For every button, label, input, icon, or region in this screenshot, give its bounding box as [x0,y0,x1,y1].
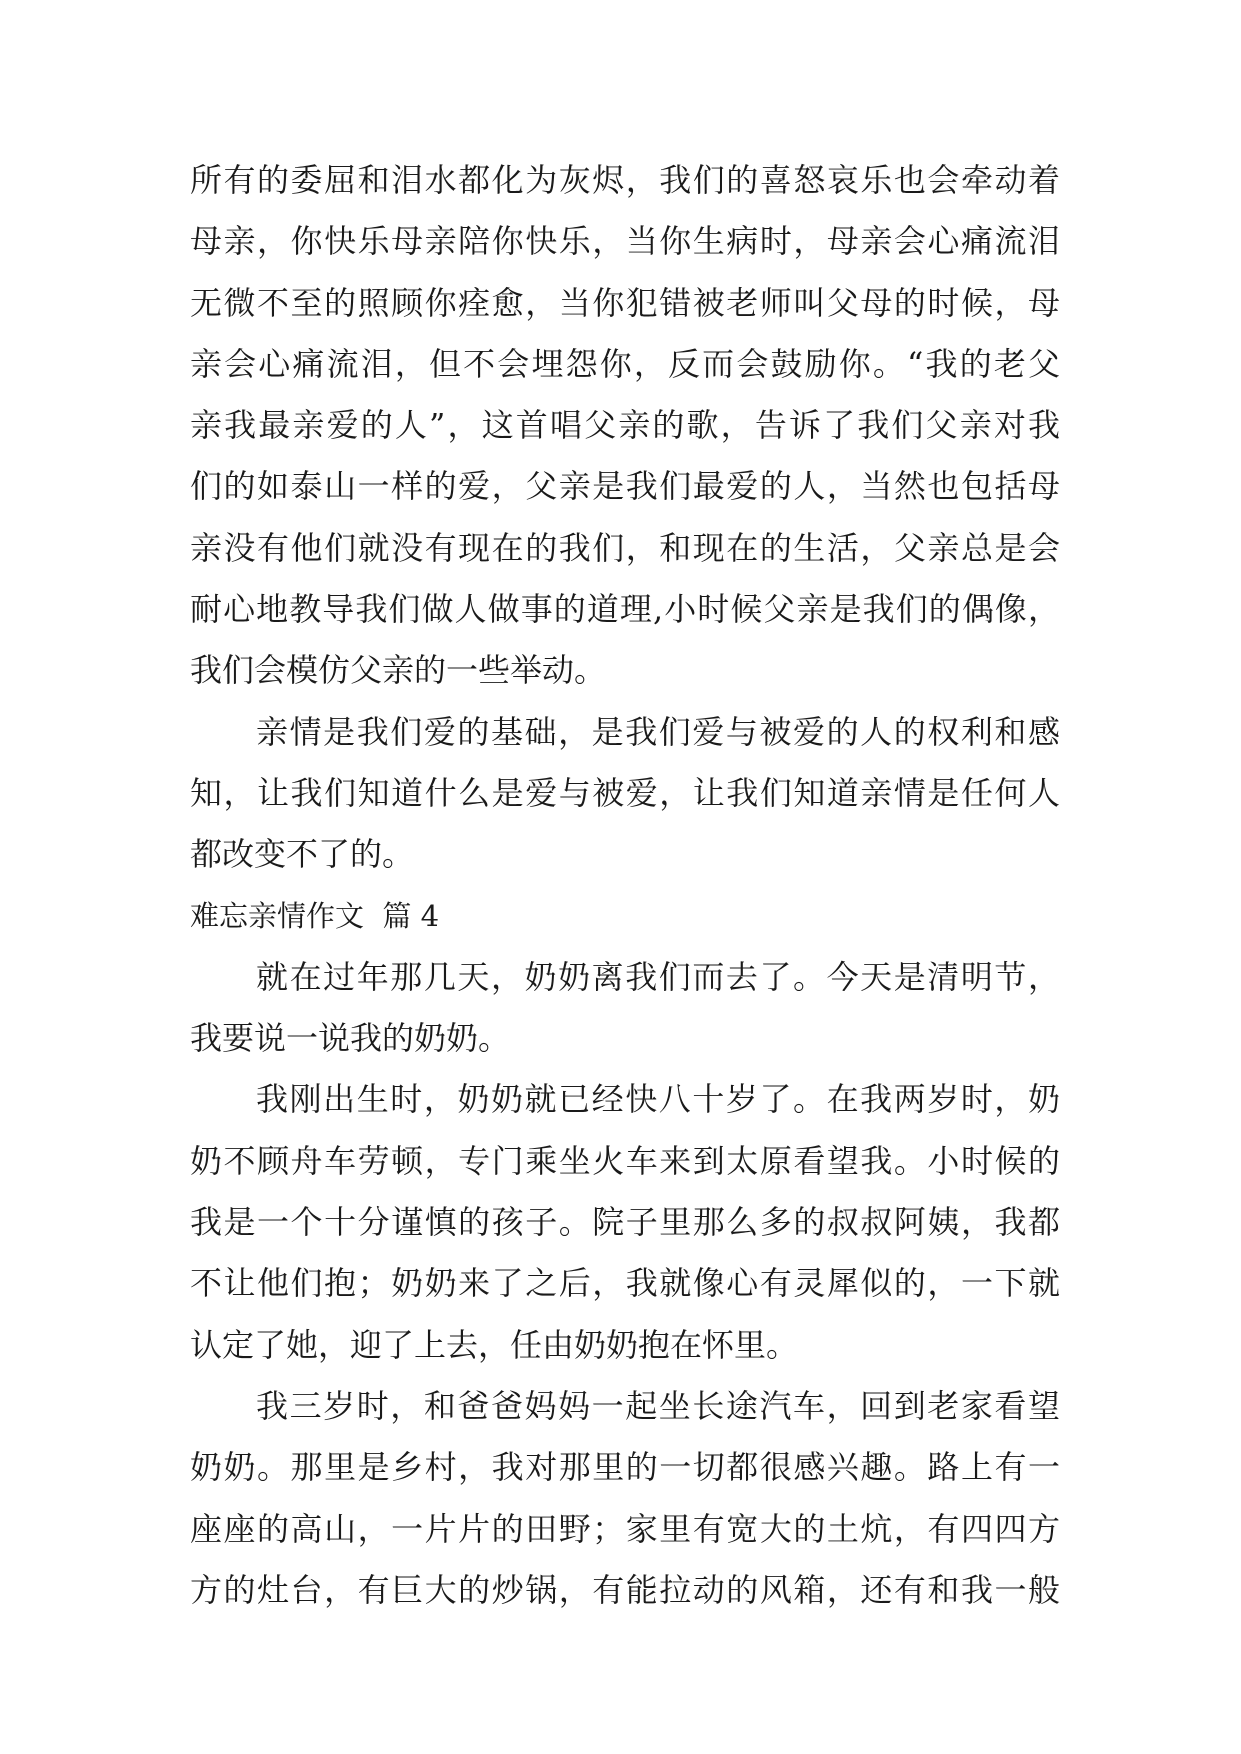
text-line: 亲情是我们爱的基础，是我们爱与被爱的人的权利和感 [256,712,1060,751]
text-line: 我是一个十分谨慎的孩子。院子里那么多的叔叔阿姨，我都 [190,1203,1060,1242]
text-line: 亲没有他们就没有现在的我们，和现在的生活，父亲总是会 [190,528,1060,567]
text-line: 我三岁时，和爸爸妈妈一起坐长途汽车，回到老家看望 [256,1386,1060,1425]
text-line: 就在过年那几天，奶奶离我们而去了。今天是清明节， [256,957,1060,996]
text-line: 耐心地教导我们做人做事的道理,小时候父亲是我们的偶像， [190,590,1060,629]
text-line: 我要说一说我的奶奶。 [190,1019,511,1058]
text-line: 亲我最亲爱的人”，这首唱父亲的歌，告诉了我们父亲对我 [190,406,1060,445]
text-line: 认定了她，迎了上去，任由奶奶抱在怀里。 [190,1325,799,1364]
text-line: 奶不顾舟车劳顿，专门乘坐火车来到太原看望我。小时候的 [190,1141,1060,1180]
text-line: 都改变不了的。 [190,835,415,874]
text-line: 知，让我们知道什么是爱与被爱，让我们知道亲情是任何人 [190,773,1060,812]
document-body [190,150,1060,1621]
text-line: 座座的高山，一片片的田野；家里有宽大的土炕，有四四方 [190,1509,1060,1548]
text-line: 我刚出生时，奶奶就已经快八十岁了。在我两岁时，奶 [256,1080,1060,1119]
text-line: 不让他们抱；奶奶来了之后，我就像心有灵犀似的，一下就 [190,1264,1060,1303]
text-line: 母亲，你快乐母亲陪你快乐，当你生病时，母亲会心痛流泪 [190,222,1060,261]
text-line: 无微不至的照顾你痊愈，当你犯错被老师叫父母的时候，母 [190,283,1060,322]
text-line: 们的如泰山一样的爱，父亲是我们最爱的人，当然也包括母 [190,467,1060,506]
text-line: 方的灶台，有巨大的炒锅，有能拉动的风箱，还有和我一般 [190,1570,1060,1609]
text-line: 所有的委屈和泪水都化为灰烬，我们的喜怒哀乐也会牵动着 [190,161,1060,199]
text-line: 奶奶。那里是乡村，我对那里的一切都很感兴趣。路上有一 [190,1448,1060,1487]
section-heading: 难忘亲情作文 篇 4 [190,898,440,933]
text-line: 亲会心痛流泪，但不会埋怨你，反而会鼓励你。“我的老父 [190,344,1060,383]
text-line: 我们会模仿父亲的一些举动。 [190,651,607,690]
